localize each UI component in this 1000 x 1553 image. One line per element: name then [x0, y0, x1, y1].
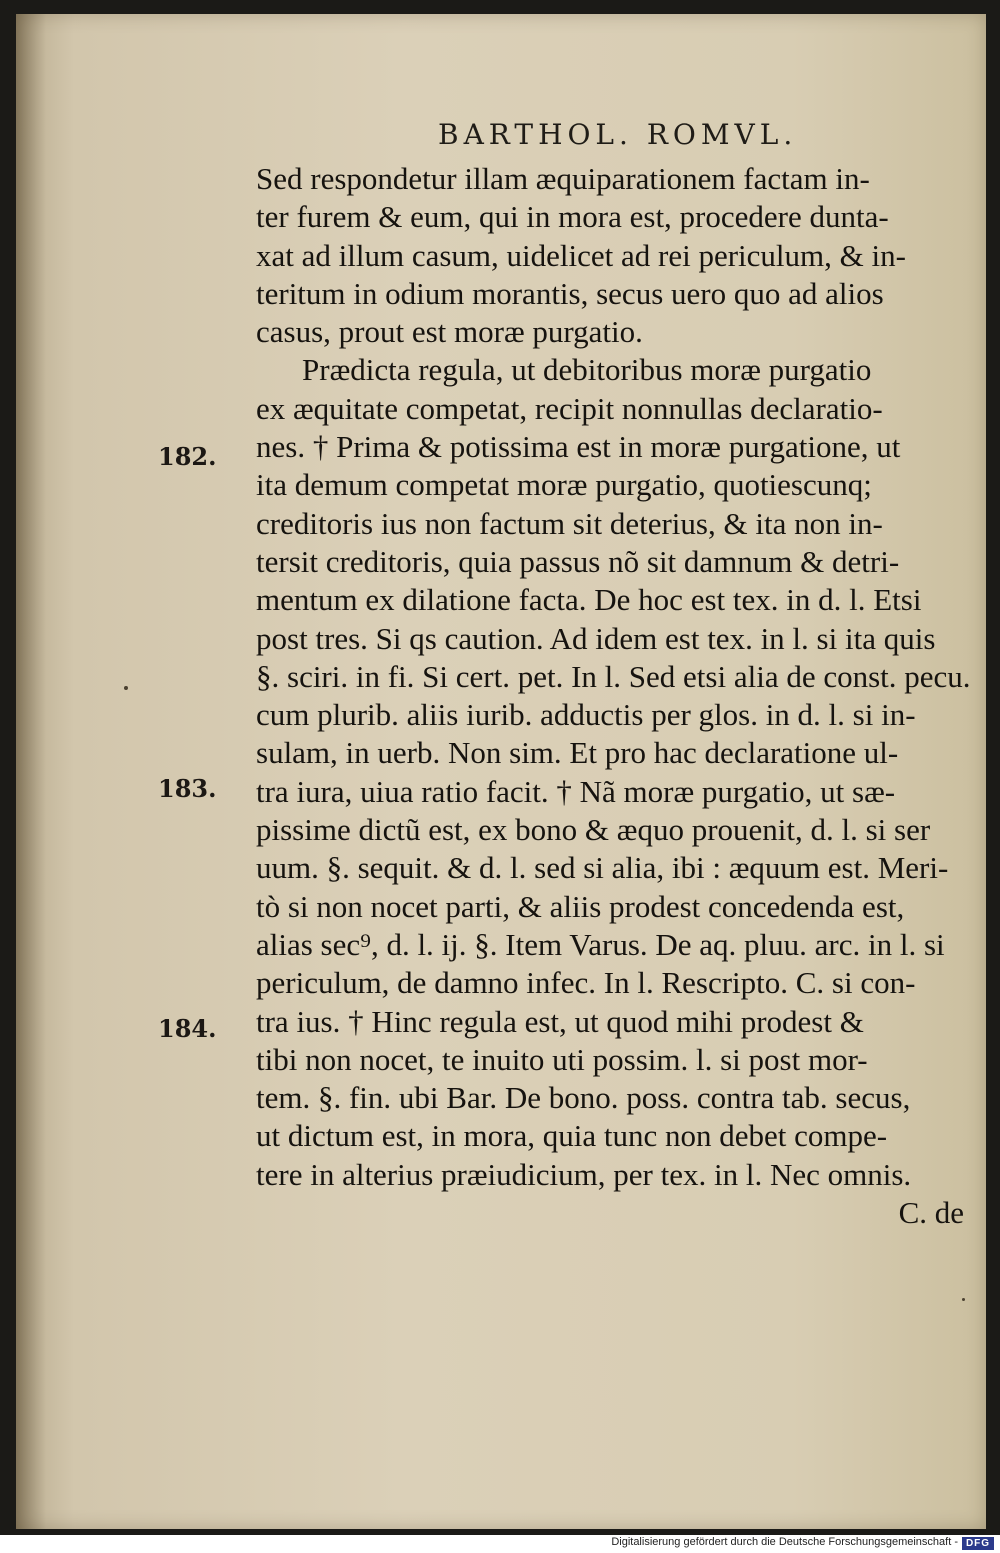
text-line: ter furem & eum, qui in mora est, procedere dunta-: [256, 199, 889, 235]
marginal-number: 183.: [158, 774, 217, 803]
text-line: uum. §. sequit. & d. l. sed si alia, ibi : æquum est. Meri-: [256, 850, 949, 886]
funding-credit: Digitalisierung gefördert durch die Deutsche Forschungsgemeinschaft -: [611, 1536, 958, 1548]
footer-bar: [0, 1535, 1000, 1553]
text-line: tersit creditoris, quia passus nõ sit damnum & detri-: [256, 543, 900, 579]
text-line: tem. §. fin. ubi Bar. De bono. poss. contra tab. secus,: [256, 1080, 911, 1116]
paper-speck: [124, 686, 128, 690]
text-line: tò si non nocet parti, & aliis prodest concedenda est,: [256, 888, 905, 924]
text-line: ex æquitate competat, recipit nonnullas declaratio-: [256, 390, 883, 426]
text-line: nes. † Prima & potissima est in moræ purgatione, ut: [256, 429, 901, 465]
text-line: creditoris ius non factum sit deterius, & ita non in-: [256, 505, 883, 541]
text-line: Prædicta regula, ut debitoribus moræ purgatio: [302, 352, 872, 388]
text-line: alias sec⁹, d. l. ij. §. Item Varus. De aq. pluu. arc. in l. si: [256, 926, 945, 962]
text-line: post tres. Si qs caution. Ad idem est tex. in l. si ita quis: [256, 620, 936, 656]
text-line: casus, prout est moræ purgatio.: [256, 314, 643, 350]
text-line: periculum, de damno infec. In l. Rescripto. C. si con-: [256, 965, 916, 1001]
text-line: teritum in odium morantis, secus uero quo ad alios: [256, 275, 884, 311]
text-line: xat ad illum casum, uidelicet ad rei periculum, & in-: [256, 237, 906, 273]
paper-speck: [962, 1298, 965, 1301]
body-text: [256, 160, 972, 1232]
text-line: ita demum competat moræ purgatio, quotiescunq;: [256, 467, 872, 503]
text-line: tere in alterius præiudicium, per tex. in l. Nec omnis.: [256, 1156, 912, 1192]
text-line: pissime dictũ est, ex bono & æquo prouenit, d. l. si ser: [256, 812, 931, 848]
dfg-logo-icon: DFG: [962, 1537, 994, 1550]
text-line: ut dictum est, in mora, quia tunc non debet compe-: [256, 1118, 888, 1154]
page-gutter-shadow: [16, 14, 46, 1529]
running-head: BARTHOL. ROMVL.: [438, 118, 798, 151]
text-line: §. sciri. in fi. Si cert. pet. In l. Sed etsi alia de const. pecu.: [256, 658, 971, 694]
catchword: C. de: [898, 1195, 964, 1231]
marginal-number: 182.: [158, 442, 217, 471]
text-line: sulam, in uerb. Non sim. Et pro hac declaratione ul-: [256, 735, 899, 771]
text-line: tra iura, uiua ratio facit. † Nã moræ purgatio, ut sæ-: [256, 773, 896, 809]
text-line: cum plurib. aliis iurib. adductis per glos. in d. l. si in-: [256, 697, 916, 733]
text-line: Sed respondetur illam æquiparationem factam in-: [256, 161, 870, 196]
text-line: tra ius. † Hinc regula est, ut quod mihi prodest &: [256, 1003, 864, 1039]
text-line: tibi non nocet, te inuito uti possim. l. si post mor-: [256, 1041, 868, 1077]
marginal-number: 184.: [158, 1014, 217, 1043]
text-line: mentum ex dilatione facta. De hoc est tex. in d. l. Etsi: [256, 582, 922, 618]
